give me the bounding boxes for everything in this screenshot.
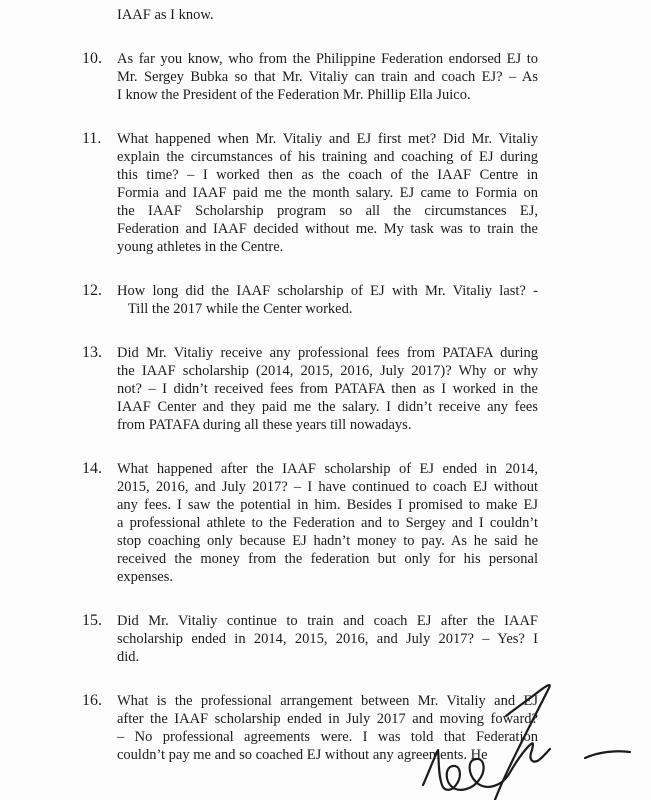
qa-item <box>82 282 542 318</box>
text-line: couldn’t pay me and so coached EJ without any agreements. He <box>117 747 488 763</box>
qa-list <box>82 50 542 764</box>
text-line: from PATAFA during all these years till nowadays. <box>117 417 412 433</box>
text-line: the IAAF scholarship (2014, 2015, 2016, July 2017)? Why or why <box>117 363 538 379</box>
intro-continuation-line: IAAF as I know. <box>117 7 214 23</box>
text-line: this time? – I worked then as the coach of the IAAF Centre in <box>117 167 538 183</box>
text-line: any fees. I saw the potential in him. Besides I promised to make EJ <box>117 497 538 513</box>
text-line: What happened when Mr. Vitaliy and EJ first met? Did Mr. Vitaliy <box>117 131 538 147</box>
qa-item <box>82 692 542 764</box>
item-number: 15. <box>82 612 102 629</box>
item-number: 14. <box>82 460 102 477</box>
text-line: expenses. <box>117 569 173 585</box>
text-line: after the IAAF scholarship ended in July 2017 and moving foward? <box>117 711 538 727</box>
text-line: young athletes in the Centre. <box>117 239 284 255</box>
item-number: 11. <box>82 130 102 147</box>
qa-item <box>82 130 542 256</box>
text-line: How long did the IAAF scholarship of EJ with Mr. Vitaliy last? - <box>117 283 538 299</box>
document-content <box>82 6 542 764</box>
item-text <box>117 130 538 256</box>
text-line: not? – I didn’t received fees from PATAFA then as I worked in the <box>117 381 538 397</box>
item-number: 12. <box>82 282 102 299</box>
text-line: 2015, 2016, and July 2017? – I have continued to coach EJ without <box>117 479 538 495</box>
text-line: a professional athlete to the Federation and to Sergey and I couldn’t <box>117 515 538 531</box>
text-line: scholarship ended in 2014, 2015, 2016, and July 2017? – Yes? I <box>117 631 538 647</box>
item-number: 10. <box>82 50 102 67</box>
text-line: What is the professional arrangement between Mr. Vitaliy and EJ <box>117 693 538 709</box>
text-line: received the money from the federation but only for his personal <box>117 551 538 567</box>
text-line: the IAAF Scholarship program so all the circumstances EJ, <box>117 203 538 219</box>
text-line: Federation and IAAF decided without me. My task was to train the <box>117 221 538 237</box>
text-line: stop coaching only because EJ hadn’t money to pay. As he said he <box>117 533 538 549</box>
item-text <box>117 50 538 104</box>
text-line: What happened after the IAAF scholarship of EJ ended in 2014, <box>117 461 538 477</box>
text-line: Mr. Sergey Bubka so that Mr. Vitaliy can train and coach EJ? – As <box>117 69 538 85</box>
text-line: Did Mr. Vitaliy continue to train and coach EJ after the IAAF <box>117 613 538 629</box>
text-line: Did Mr. Vitaliy receive any professional fees from PATAFA during <box>117 345 538 361</box>
text-line: IAAF Center and they paid me the salary. I didn’t receive any fees <box>117 399 538 415</box>
item-number: 16. <box>82 692 102 709</box>
qa-item <box>82 460 542 586</box>
text-line: – No professional agreements were. I was told that Federation <box>117 729 538 745</box>
qa-item <box>82 612 542 666</box>
text-line: Formia and IAAF paid me the month salary. EJ came to Formia on <box>117 185 538 201</box>
item-number: 13. <box>82 344 102 361</box>
text-line: Till the 2017 while the Center worked. <box>117 301 353 317</box>
item-text <box>117 612 538 666</box>
item-text <box>117 460 538 586</box>
text-line: explain the circumstances of his training and coaching of EJ during <box>117 149 538 165</box>
text-line: did. <box>117 649 140 665</box>
text-line: I know the President of the Federation Mr. Phillip Ella Juico. <box>117 87 471 103</box>
item-text <box>117 692 538 764</box>
text-line: As far you know, who from the Philippine Federation endorsed EJ to <box>117 51 538 67</box>
qa-item <box>82 344 542 434</box>
item-text <box>117 282 538 318</box>
qa-item <box>82 50 542 104</box>
item-text <box>117 344 538 434</box>
